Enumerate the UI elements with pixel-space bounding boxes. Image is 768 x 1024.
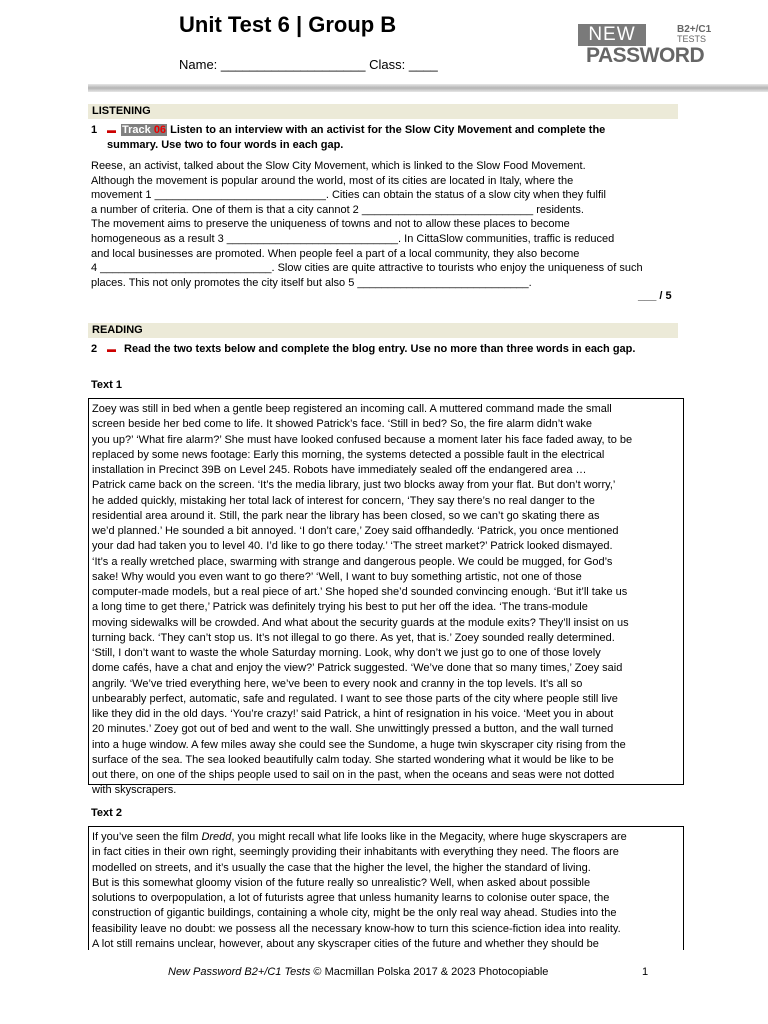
task-number: 2 — [91, 343, 98, 355]
listening-summary: Reese, an activist, talked about the Slow City Movement, which is linked to the Slow Food Movement. Although the movement is popular around the world, most of its cities are located in Italy, where the movement 1 ____________________________. Cities can obtain the status of a slow city when they fulfil a number of criteria. One of them is that a city cannot 2 ____________________________ residents. The movement aims to preserve the uniqueness of towns and not to allow these places to become homogeneous as a result 3 ____________________________. In CittaSlow communities, traffic is reduced and local businesses are promoted. When people feel a part of a local community, they also become 4 ____________________________. Slow cities are quite attractive to tourists who enjoy the uniqueness of such places. This not only promotes the city itself but also 5 ____________________________. — [91, 160, 643, 289]
page-title: Unit Test 6 | Group B — [179, 12, 397, 37]
logo-tests: TESTS — [677, 34, 707, 44]
listening-heading: LISTENING — [88, 104, 678, 119]
task-number: 1 — [91, 124, 98, 136]
listening-score: ___ / 5 — [638, 290, 672, 302]
text1-box: Zoey was still in bed when a gentle beep registered an incoming call. A muttered command made the small screen beside her bed come to life. It showed Patrick’s face. ‘Still in bed? So, the fire alarm didn’t wake you up?’ ‘What fire alarm?’ She must have looked confused because a moment later his face faded away, to be replaced by some news footage: Early this morning, the systems detected a possible fault in the electrical installation in Precinct 39B on Level 245. Robots have immediately sealed off the endangered area … Patrick came back on the screen. ‘It’s the media library, just two blocks away from your flat. But don’t worry,’ he added quickly, mistaking her total lack of interest for concern, ‘They say there’s no real danger to the residential area around it. Still, the park near the library has been closed, so we can’t go skating there as we’d planned.’ He sounded a bit annoyed. ‘I don’t care,’ Zoey said offhandedly. ‘Patrick, you once mentioned your dad had taken you to level 40. I’d like to go there today.’ ‘The street market?’ Patrick looked dismayed. ‘It’s a really wretched place, swarming with strange and dangerous people. We could be mugged, for God’s sake! Why would you even want to go there?’ ‘Well, I want to buy something artistic, not one of those computer-made models, but a real piece of art.’ She hoped she’d sounded convincing enough. ‘But it’ll take us a long time to get there,’ Patrick was definitely trying his best to put her off the idea. ‘The trans-module moving sidewalks will be crowded. And what about the security guards at the module exits? They’ll insist on us turning back. ‘They can’t stop us. It’s not illegal to go there. As yet, that is.’ Zoey sounded really determined. ‘Still, I don’t want to waste the whole Saturday morning. Look, why don’t we just go to one of those lovely dome cafés, have a chat and enjoy the view?’ Patrick suggested. ‘We’ve done that so many times,’ Zoey said angrily. ‘We’ve tried everything here, we’ve been to every nook and cranny in the top levels. It’s all so unbearably perfect, automatic, safe and regulated. I want to see those parts of the city where people still live like they did in the old days. ‘You’re crazy!’ said Patrick, a hint of resignation in his voice. ‘Meet you in about 20 minutes.’ Zoey got out of bed and went to the wall. She unwittingly pressed a button, and the wall turned into a huge window. A few miles away she could see the Sundome, a huge twin skyscraper city rising from the surface of the sea. The sea looked beautifully calm today. She started wondering what it would be like to be out there, on one of the ships people used to sail on in the past, when the oceans and seas were not dotted with skyscrapers. — [88, 398, 684, 785]
listening-instruction: 1 ▬ Track 06 Listen to an interview with an activist for the Slow City Movement and complete the summary. Use two to four words in each gap. — [91, 124, 606, 151]
header-divider — [88, 84, 768, 92]
track-badge: Track 06 — [122, 124, 167, 136]
page-number: 1 — [642, 966, 649, 978]
text2-title: Text 2 — [91, 807, 122, 819]
logo-new: NEW — [578, 24, 646, 46]
logo-level: B2+/C1 — [677, 24, 712, 35]
audio-icon: ▬ — [107, 124, 116, 135]
reading-instruction: 2 ▬ Read the two texts below and complete the blog entry. Use no more than three words in each gap. — [91, 343, 636, 355]
footer-copyright: New Password B2+/C1 Tests © Macmillan Polska 2017 & 2023 Photocopiable — [168, 966, 549, 978]
audio-icon: ▬ — [107, 343, 116, 354]
name-class-fields: Name: ____________________ Class: ____ — [179, 57, 438, 72]
logo-password: PASSWORD — [586, 44, 705, 67]
text1-title: Text 1 — [91, 379, 122, 391]
new-password-logo — [578, 22, 718, 68]
reading-heading: READING — [88, 323, 678, 338]
text2-box: If you’ve seen the film Dredd, you might recall what life looks like in the Megacity, where huge skyscrapers are in fact cities in their own right, seemingly providing their inhabitants with everything they need. The floors are modelled on streets, and it’s usually the case that the higher the level, the higher the standard of living. But is this somewhat gloomy vision of the future really so unrealistic? Well, when asked about possible solutions to overpopulation, a lot of futurists agree that unless humanity learns to colonise outer space, the construction of gigantic buildings, containing a whole city, might be the only real way ahead. Studies into the feasibility leave no doubt: we possess all the necessary know-how to turn this science-fiction idea into reality. A lot still remains unclear, however, about any skyscraper cities of the future and whether they should be — [88, 826, 684, 950]
